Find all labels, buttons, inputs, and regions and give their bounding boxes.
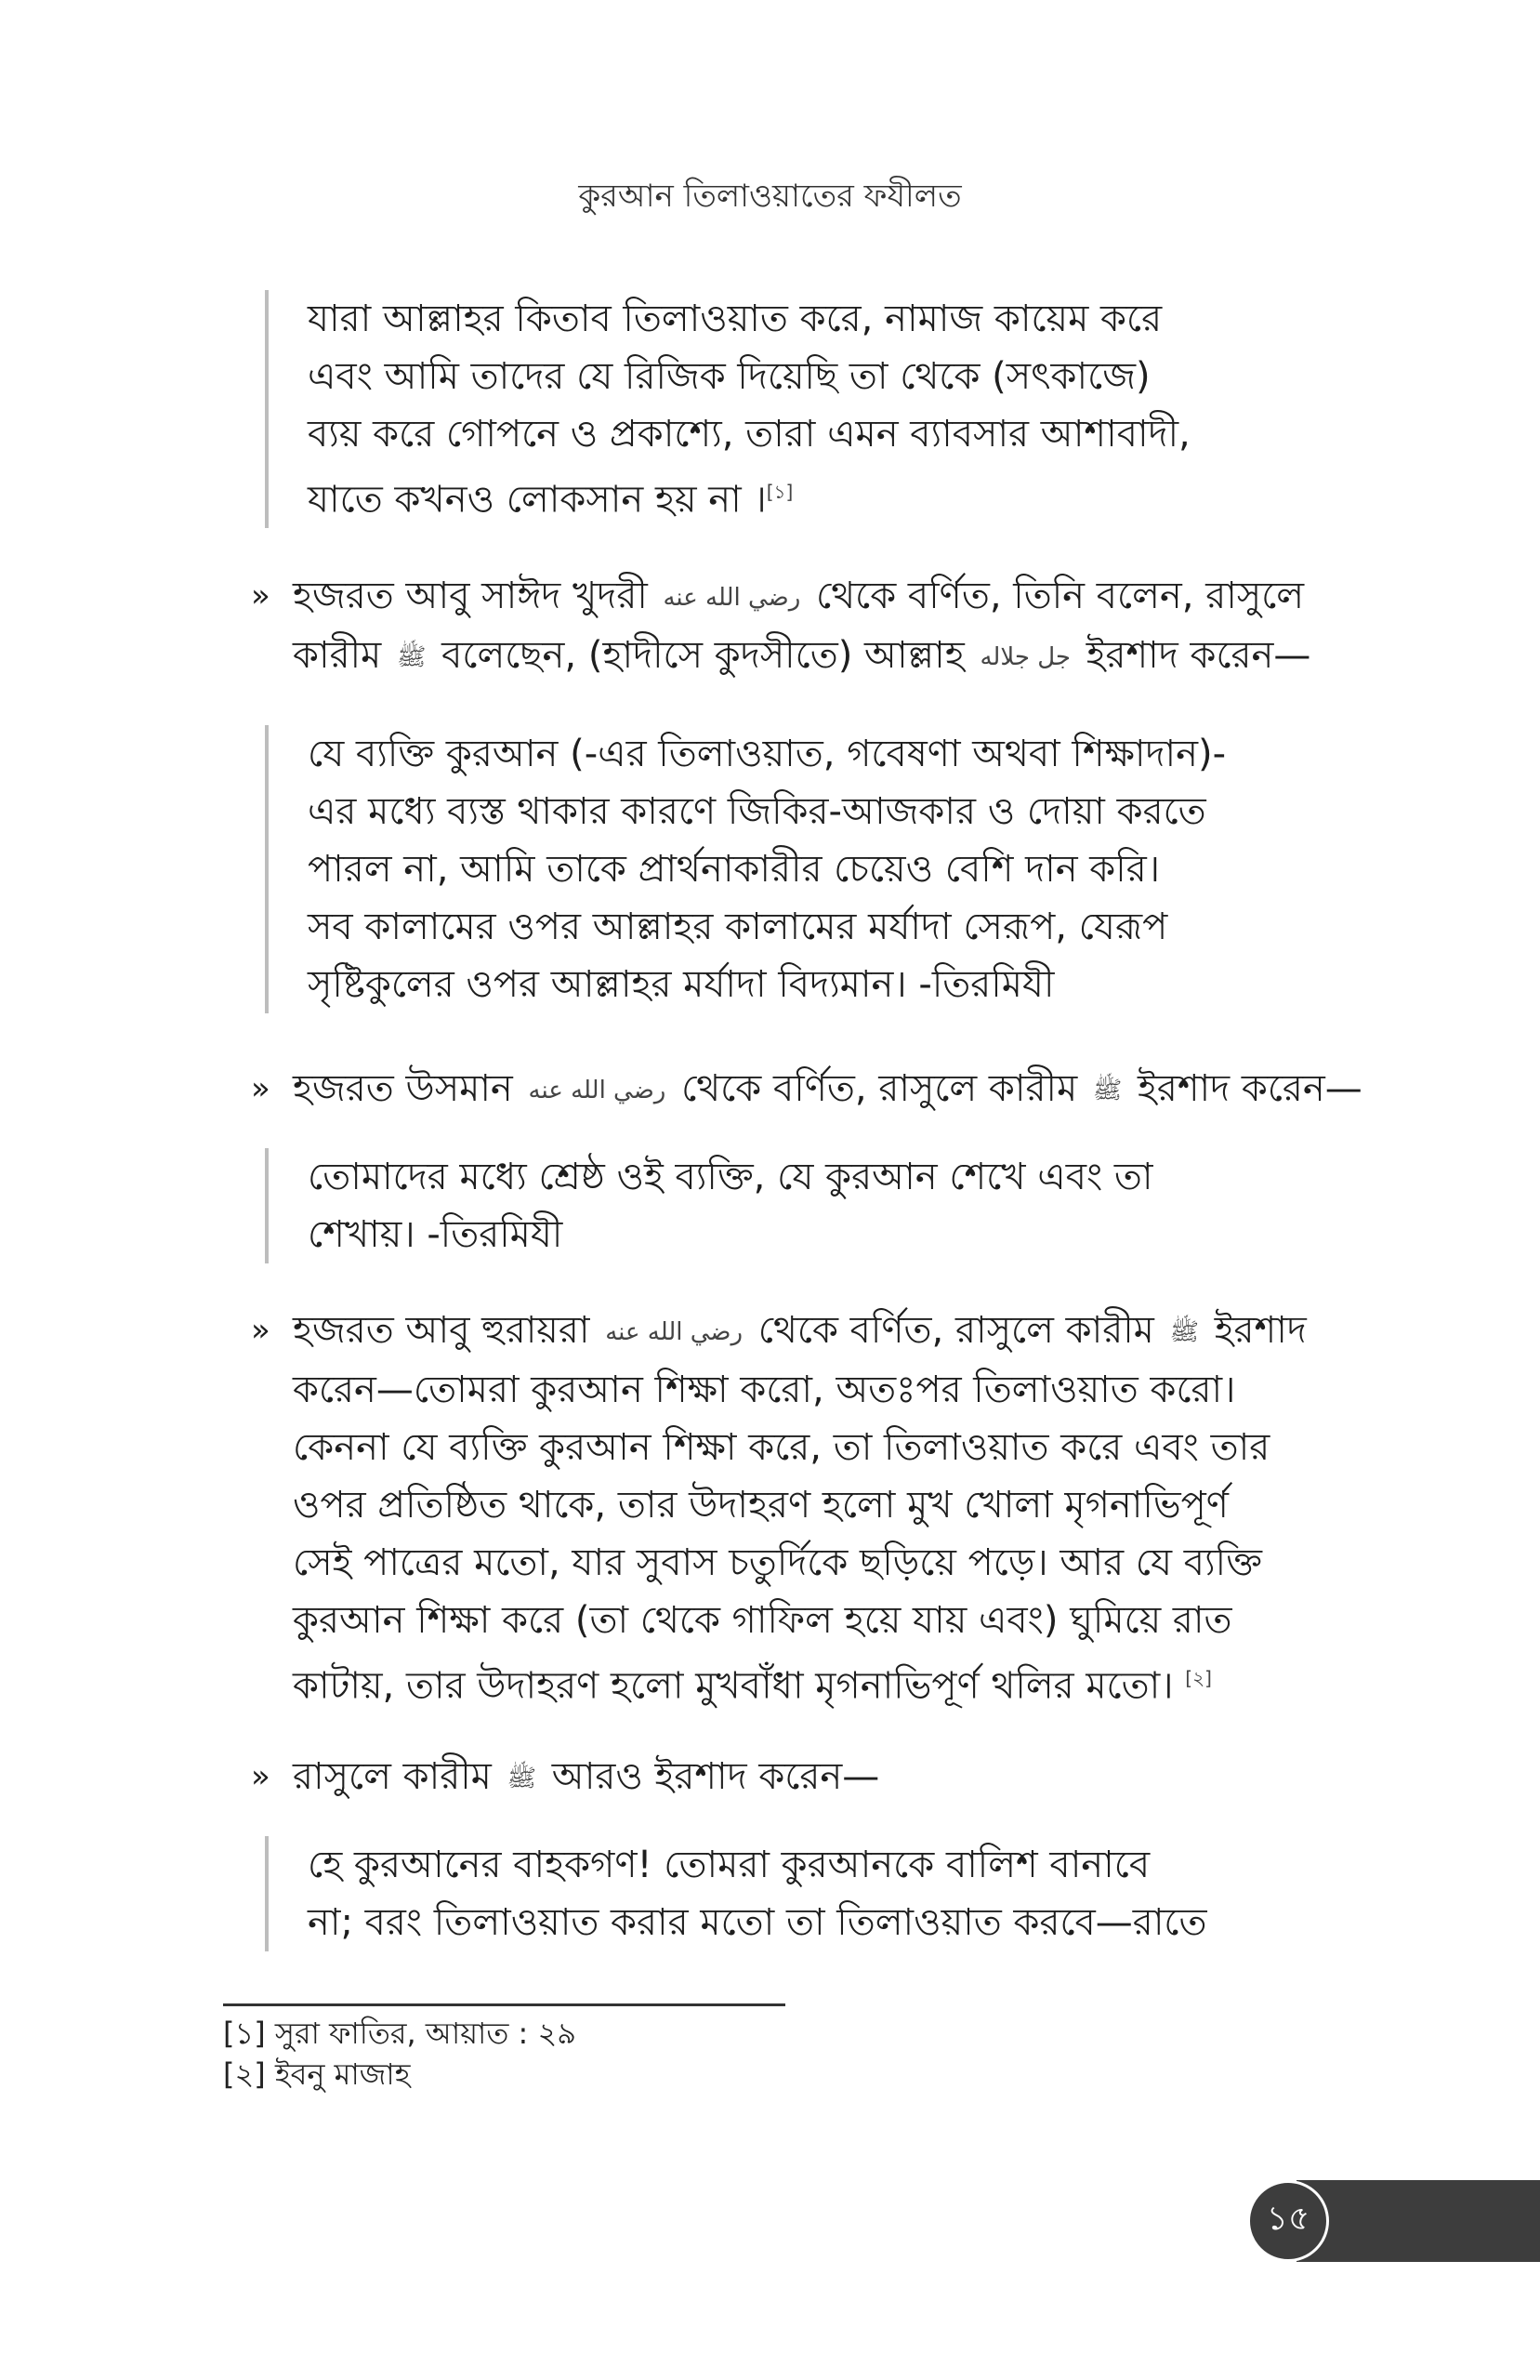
narration-text: আরও ইরশাদ করেন— <box>551 1755 880 1798</box>
jalla-jalaluhu-icon: جل جلاله <box>980 643 1071 671</box>
radiyallahu-anhu-icon: رضي الله عنه <box>663 584 801 612</box>
bullet-icon: » <box>251 577 270 615</box>
quote-block <box>265 290 1191 528</box>
radiyallahu-anhu-icon: رضي الله عنه <box>605 1318 744 1346</box>
narration-text: থেকে বর্ণিত, রাসুলে কারীম <box>681 1067 1078 1110</box>
narration-text: ইরশাদ <box>1214 1309 1307 1352</box>
quote-line: এবং আমি তাদের যে রিজিক দিয়েছি তা থেকে (সৎকাজে) <box>308 355 1151 398</box>
radiyallahu-anhu-icon: رضي الله عنه <box>528 1077 666 1104</box>
quote-line: শেখায়। -তিরমিযী <box>308 1213 563 1256</box>
quote-line: যে ব্যক্তি কুরআন (-এর তিলাওয়াত, গবেষণা অথবা শিক্ষাদান)- <box>308 733 1227 775</box>
quote-line: ব্যয় করে গোপনে ও প্রকাশ্যে, তারা এমন ব্যাবসার আশাবাদী, <box>308 413 1191 456</box>
narration-line: কাটায়, তার উদাহরণ হলো মুখবাঁধা মৃগনাভিপূর্ণ থলির মতো। <box>293 1664 1174 1708</box>
page-number: ১৫ <box>1247 2180 1329 2262</box>
sallallahu-alayhi-wasallam-icon: ﷺ <box>396 643 427 671</box>
narration-paragraph <box>251 1060 1362 1119</box>
narration-line: করেন—তোমরা কুরআন শিক্ষা করো, অতঃপর তিলাওয়াত করো। <box>293 1368 1236 1411</box>
narration-text: হজরত আবু হুরায়রা <box>293 1309 590 1352</box>
quote-block <box>265 1836 1207 1951</box>
narration-text: বলেছেন, (হাদীসে কুদসীতে) আল্লাহ <box>441 634 965 677</box>
quote-line: হে কুরআনের বাহকগণ! তোমরা কুরআনকে বালিশ বানাবে <box>308 1844 1151 1886</box>
narration-line: সেই পাত্রের মতো, যার সুবাস চতুর্দিকে ছড়িয়ে পড়ে। আর যে ব্যক্তি <box>293 1541 1262 1584</box>
bullet-icon: » <box>251 1070 270 1107</box>
sallallahu-alayhi-wasallam-icon: ﷺ <box>1169 1318 1199 1346</box>
footnote-1: [১] সুরা ফাতির, আয়াত : ২৯ <box>223 2016 577 2051</box>
quote-line: তোমাদের মধ্যে শ্রেষ্ঠ ওই ব্যক্তি, যে কুরআন শেখে এবং তা <box>308 1156 1153 1198</box>
quote-block <box>265 1148 1153 1263</box>
narration-text: ইরশাদ করেন— <box>1086 634 1311 677</box>
narration-text: ইরশাদ করেন— <box>1138 1067 1362 1110</box>
page-number-band <box>1296 2180 1540 2262</box>
footnote-2: [২] ইবনু মাজাহ <box>223 2056 411 2092</box>
quote-line: না; বরং তিলাওয়াত করার মতো তা তিলাওয়াত করবে—রাতে <box>308 1901 1207 1944</box>
footnote-divider <box>223 2003 785 2006</box>
running-head: কুরআন তিলাওয়াতের ফযীলত <box>578 178 962 215</box>
bullet-icon: » <box>251 1758 270 1795</box>
footnote-ref[interactable]: [২] <box>1185 1667 1212 1689</box>
narration-line: ওপর প্রতিষ্ঠিত থাকে, তার উদাহরণ হলো মুখ খোলা মৃগনাভিপূর্ণ <box>293 1484 1229 1527</box>
narration-line: কেননা যে ব্যক্তি কুরআন শিক্ষা করে, তা তিলাওয়াত করে এবং তার <box>293 1426 1270 1469</box>
footnotes <box>223 2013 576 2095</box>
quote-block <box>265 725 1226 1013</box>
narration-text: হজরত উসমান <box>293 1067 513 1110</box>
narration-paragraph <box>251 1302 1307 1714</box>
narration-text: হজরত আবু সাঈদ খুদরী <box>293 575 648 617</box>
narration-text: থেকে বর্ণিত, রাসুলে কারীম <box>757 1309 1154 1352</box>
narration-text: থেকে বর্ণিত, তিনি বলেন, রাসুলে <box>816 575 1305 617</box>
narration-text: কারীম <box>293 634 382 677</box>
narration-line: কুরআন শিক্ষা করে (তা থেকে গাফিল হয়ে যায় এবং) ঘুমিয়ে রাত <box>293 1599 1232 1642</box>
quote-line: যাতে কখনও লোকসান হয় না । <box>308 478 767 522</box>
footnote-ref[interactable]: [১] <box>766 481 794 503</box>
quote-line: যারা আল্লাহর কিতাব তিলাওয়াত করে, নামাজ কায়েম করে <box>308 298 1163 340</box>
bullet-icon: » <box>251 1312 270 1349</box>
sallallahu-alayhi-wasallam-icon: ﷺ <box>1092 1077 1123 1104</box>
sallallahu-alayhi-wasallam-icon: ﷺ <box>507 1765 536 1792</box>
quote-line: পারল না, আমি তাকে প্রার্থনাকারীর চেয়েও বেশি দান করি। <box>308 848 1161 891</box>
quote-line: সব কালামের ওপর আল্লাহর কালামের মর্যাদা সেরূপ, যেরূপ <box>308 906 1168 948</box>
narration-text: রাসুলে কারীম <box>293 1755 492 1798</box>
quote-line: সৃষ্টিকুলের ওপর আল্লাহর মর্যাদা বিদ্যমান। -তিরমিযী <box>308 963 1055 1006</box>
narration-paragraph <box>251 1748 879 1807</box>
narration-paragraph <box>251 567 1310 686</box>
quote-line: এর মধ্যে ব্যস্ত থাকার কারণে জিকির-আজকার ও দোয়া করতে <box>308 790 1206 833</box>
